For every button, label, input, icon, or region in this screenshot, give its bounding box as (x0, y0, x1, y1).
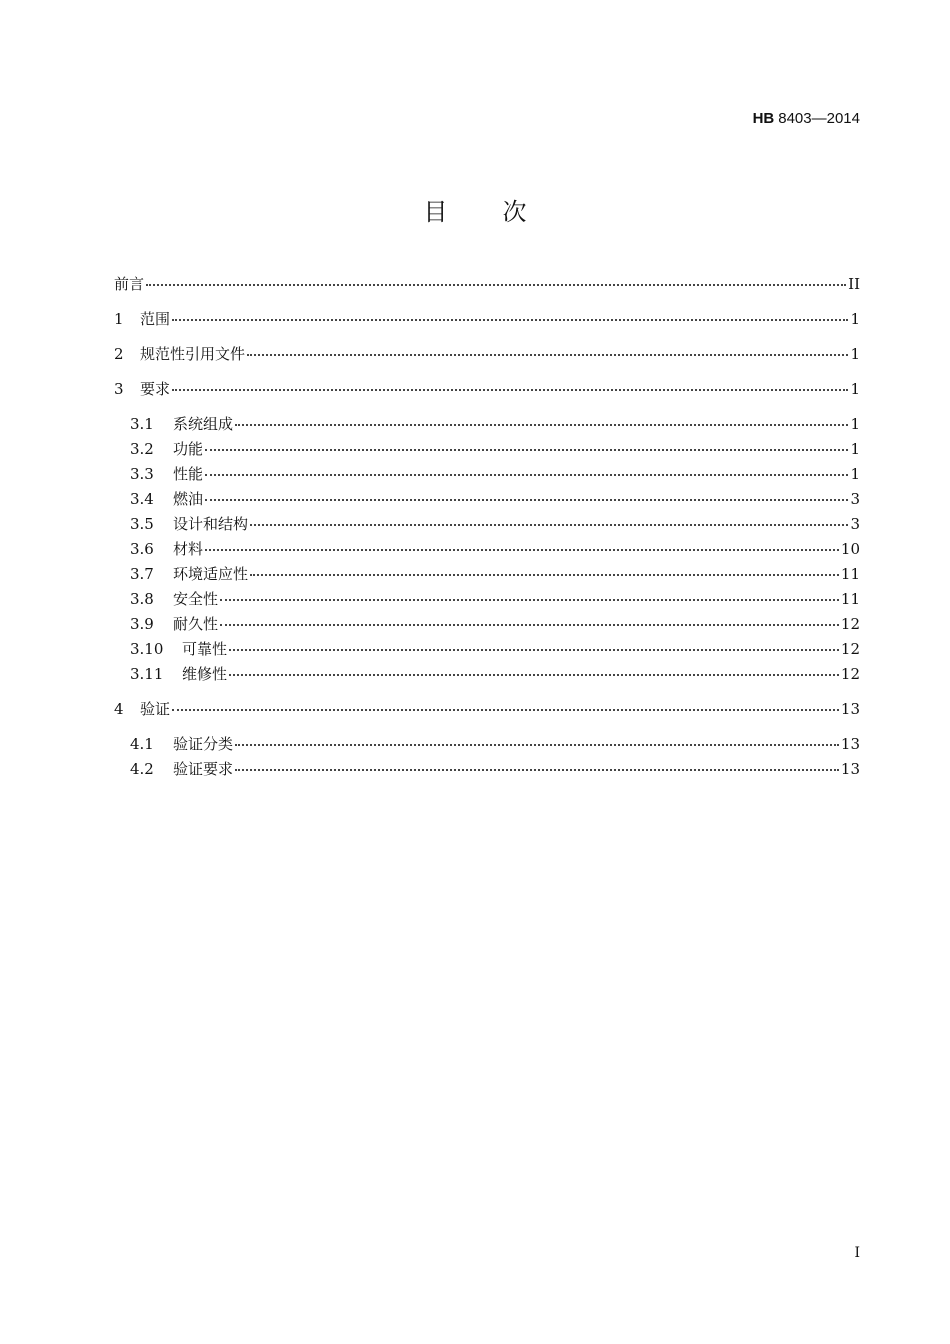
toc-entry[interactable] (114, 612, 860, 637)
toc-entry-title: 耐久性 (173, 615, 219, 633)
title-char-2: 次 (502, 198, 527, 226)
toc-entry-title: 性能 (173, 465, 204, 483)
toc-entry-page: 10 (840, 540, 860, 558)
toc-entry-page: 1 (850, 440, 860, 458)
toc-entry[interactable] (114, 307, 860, 332)
toc-leader-dots (250, 511, 848, 526)
toc-leader-dots (235, 731, 839, 746)
toc-entry-title: 要求 (140, 380, 171, 398)
toc-leader-dots (205, 436, 848, 451)
toc-entry[interactable] (114, 377, 860, 402)
toc-entry-page: 1 (850, 415, 860, 433)
toc-entry-page: 11 (840, 590, 860, 608)
toc-entry-page: 1 (850, 380, 860, 398)
toc-leader-dots (247, 341, 848, 356)
toc-entry-number: 4 (114, 700, 124, 718)
toc-leader-dots (250, 561, 839, 576)
toc-entry-number: 2 (114, 345, 124, 363)
toc-entry[interactable] (114, 412, 860, 437)
toc-entry[interactable] (114, 697, 860, 722)
toc-leader-dots (229, 661, 839, 676)
toc-entry[interactable] (114, 662, 860, 687)
toc-entry-title: 系统组成 (173, 415, 234, 433)
toc-leader-dots (235, 756, 839, 771)
toc-leader-dots (146, 271, 846, 286)
toc-entry-title: 范围 (140, 310, 171, 328)
toc-entry-page: 13 (840, 700, 860, 718)
toc-entry[interactable] (114, 512, 860, 537)
toc-leader-dots (220, 586, 839, 601)
toc-entry-title: 验证要求 (173, 760, 234, 778)
toc-entry-number: 3.11 (130, 665, 164, 683)
toc-leader-dots (235, 411, 848, 426)
toc-entry-page: 12 (840, 665, 860, 683)
toc-entry-page: 12 (840, 640, 860, 658)
page-title (0, 192, 950, 227)
toc-leader-dots (205, 536, 839, 551)
toc-entry-number: 4.2 (130, 760, 154, 778)
toc-entry-page: 11 (840, 565, 860, 583)
standard-code (753, 110, 860, 127)
toc-entry-number: 3.5 (130, 515, 154, 533)
toc-entry-number: 1 (114, 310, 124, 328)
toc-leader-dots (172, 696, 839, 711)
toc-leader-dots (172, 376, 848, 391)
toc-entry-number: 3.6 (130, 540, 154, 558)
toc-entry-page: 3 (850, 515, 860, 533)
toc-leader-dots (172, 306, 848, 321)
page-number: I (854, 1245, 860, 1261)
toc-entry-page: 1 (850, 465, 860, 483)
toc-entry[interactable] (114, 757, 860, 782)
toc-entry-page: 3 (850, 490, 860, 508)
toc-entry[interactable] (114, 437, 860, 462)
toc-entry-title: 材料 (173, 540, 204, 558)
title-char-1: 目 (423, 198, 448, 226)
toc-entry-title: 规范性引用文件 (140, 345, 246, 363)
toc-entry-number: 3 (114, 380, 124, 398)
toc-entry-number: 3.9 (130, 615, 154, 633)
toc-entry-number: 3.2 (130, 440, 154, 458)
toc-entry[interactable] (114, 342, 860, 367)
toc-entry-page: 1 (850, 345, 860, 363)
toc-entry-page: 12 (840, 615, 860, 633)
toc-leader-dots (229, 636, 839, 651)
toc-leader-dots (205, 461, 848, 476)
toc-entry[interactable] (114, 272, 860, 297)
toc-entry-title: 环境适应性 (173, 565, 249, 583)
toc-entry-title: 可靠性 (182, 640, 228, 658)
toc-entry-number: 3.3 (130, 465, 154, 483)
toc-entry-title: 前言 (114, 275, 145, 293)
toc-entry-title: 设计和结构 (173, 515, 249, 533)
toc-entry-page: II (848, 275, 860, 293)
toc-entry-page: 13 (840, 760, 860, 778)
standard-prefix: HB (752, 110, 775, 127)
toc-leader-dots (220, 611, 839, 626)
toc-entry[interactable] (114, 637, 860, 662)
toc-entry-page: 1 (850, 310, 860, 328)
standard-number: 8403—2014 (778, 110, 860, 127)
toc-entry-number: 3.8 (130, 590, 154, 608)
toc-entry-title: 验证分类 (173, 735, 234, 753)
toc-entry-number: 3.1 (130, 415, 154, 433)
toc-entry-title: 功能 (173, 440, 204, 458)
toc-entry-number: 3.7 (130, 565, 154, 583)
toc-entry[interactable] (114, 562, 860, 587)
toc-entry[interactable] (114, 587, 860, 612)
table-of-contents (114, 272, 860, 782)
toc-entry-title: 维修性 (182, 665, 228, 683)
toc-entry[interactable] (114, 537, 860, 562)
toc-entry-number: 3.10 (130, 640, 164, 658)
toc-entry[interactable] (114, 732, 860, 757)
toc-leader-dots (205, 486, 848, 501)
toc-entry-title: 燃油 (173, 490, 204, 508)
toc-entry[interactable] (114, 487, 860, 512)
toc-entry-number: 3.4 (130, 490, 154, 508)
toc-entry-title: 验证 (140, 700, 171, 718)
toc-entry-number: 4.1 (130, 735, 154, 753)
toc-entry[interactable] (114, 462, 860, 487)
toc-entry-page: 13 (840, 735, 860, 753)
toc-entry-title: 安全性 (173, 590, 219, 608)
